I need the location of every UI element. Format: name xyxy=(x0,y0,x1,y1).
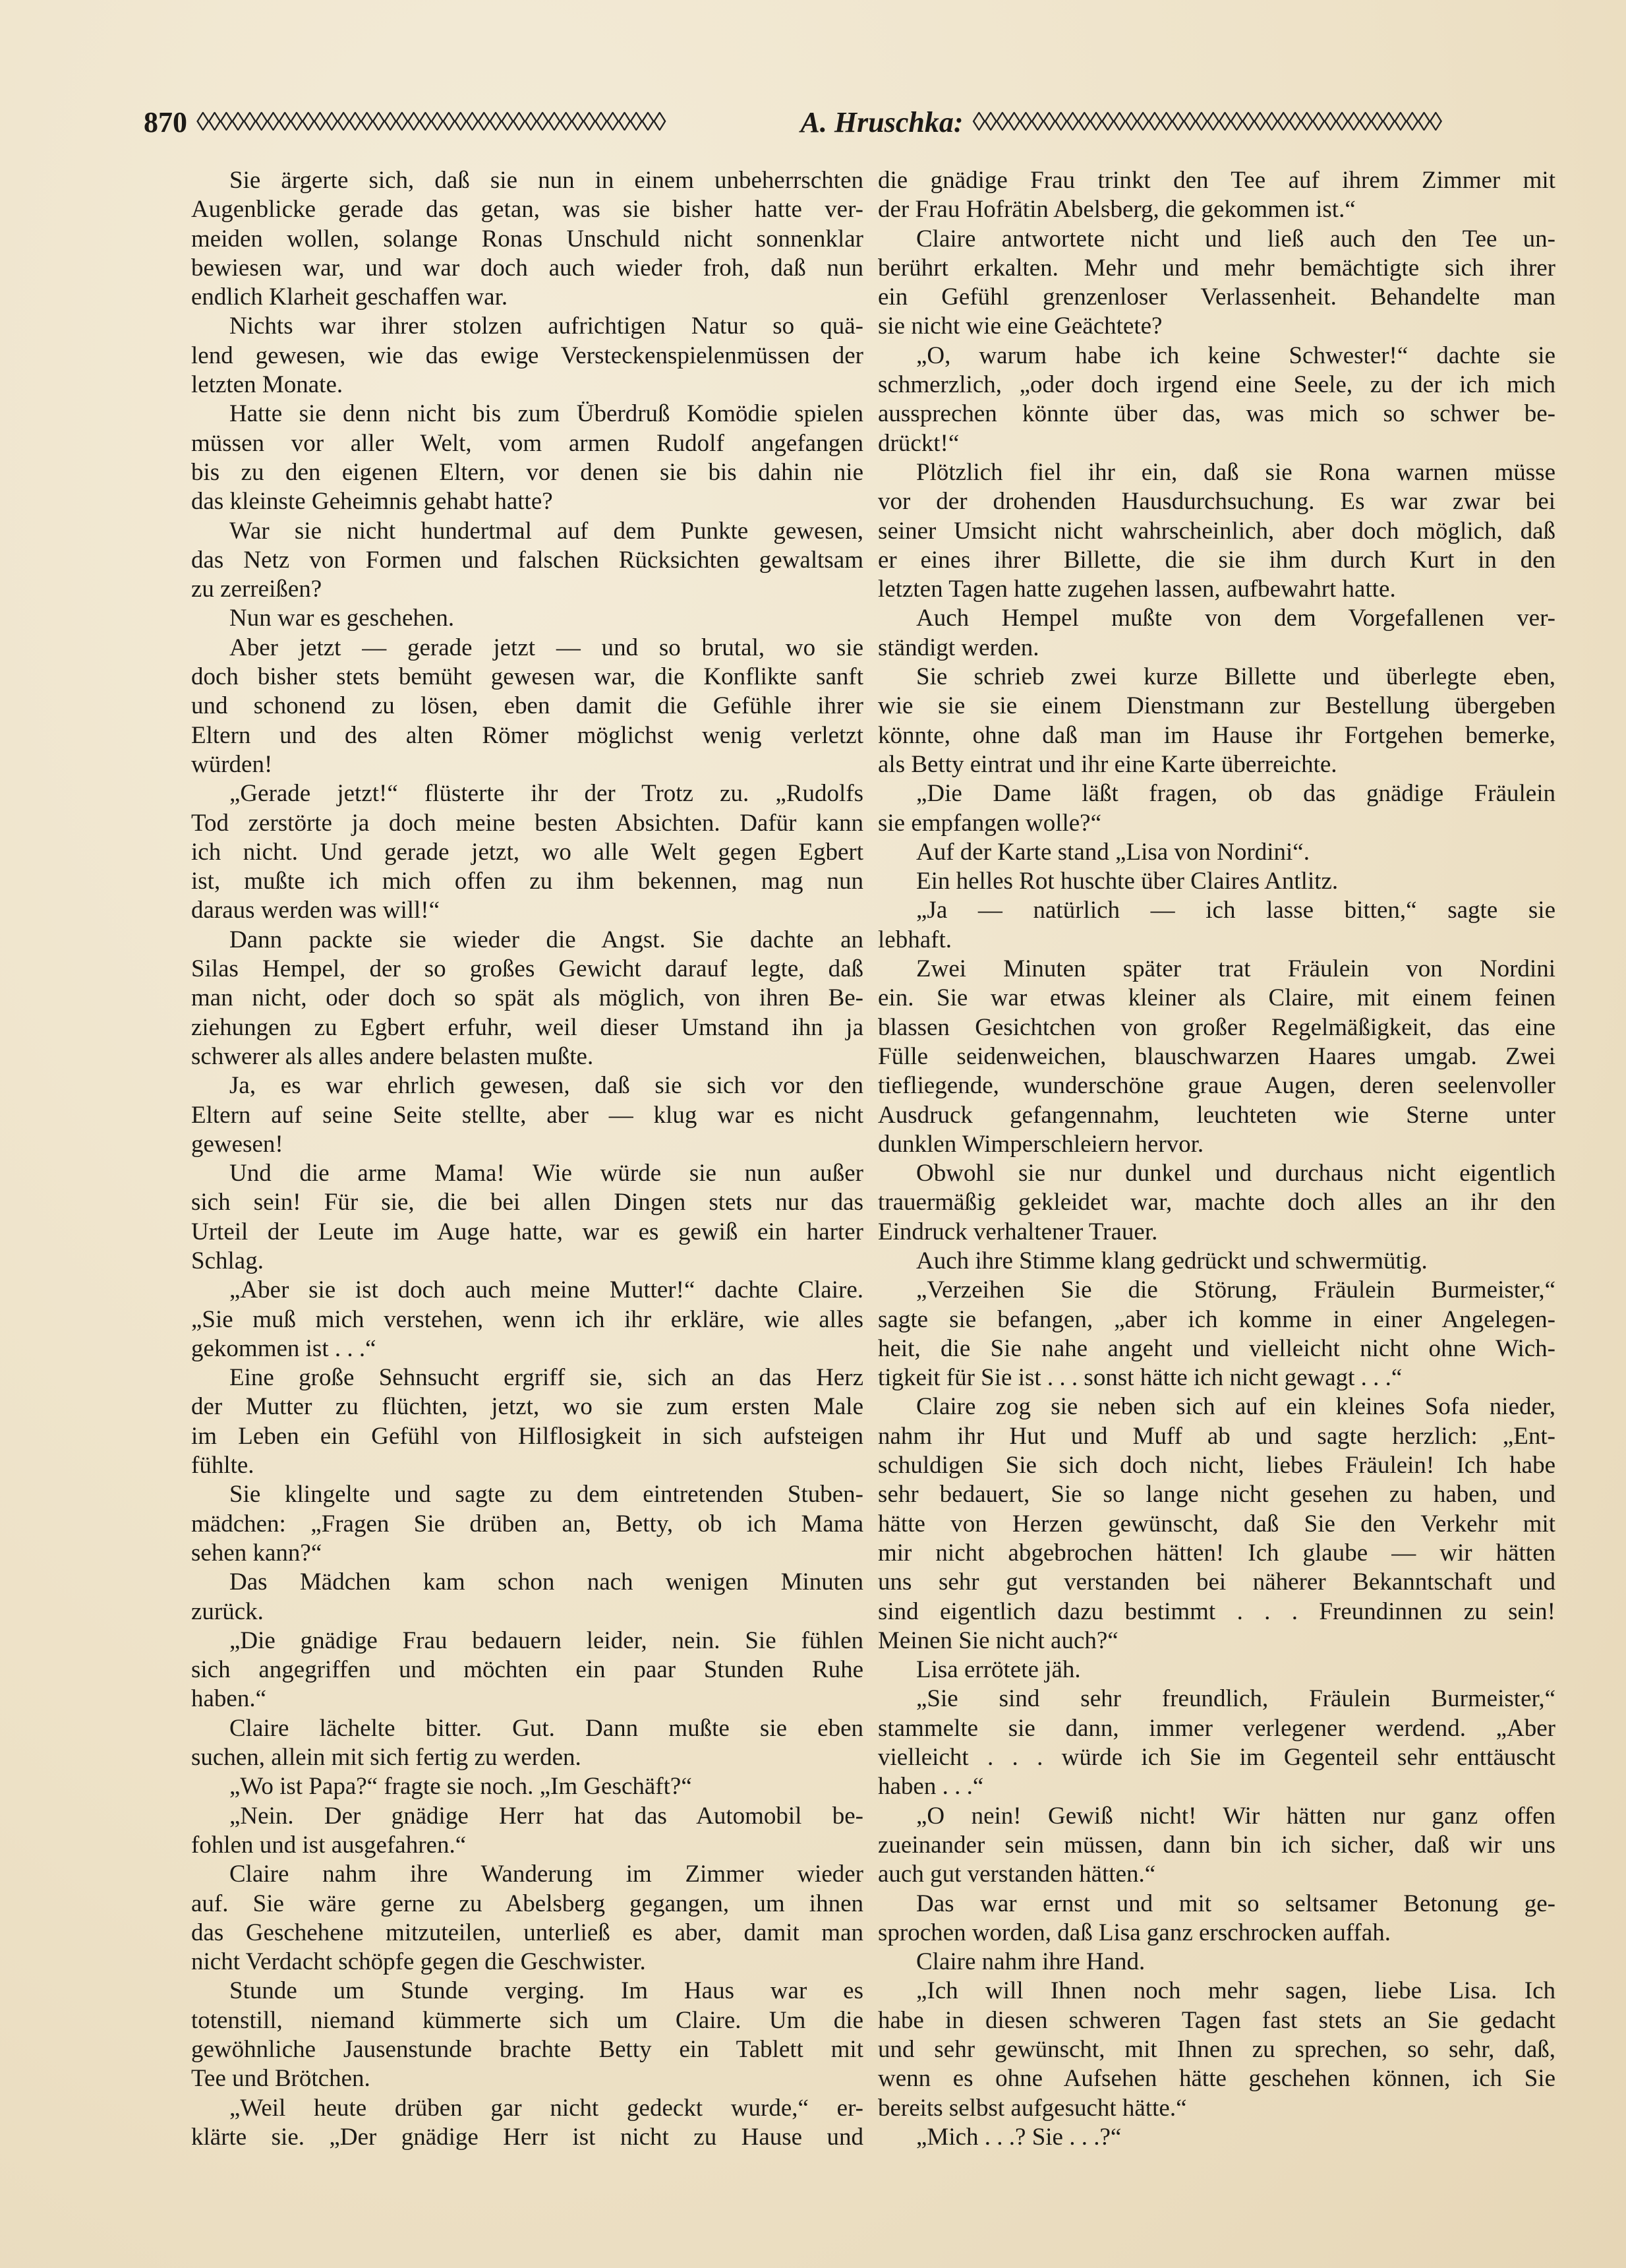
paragraph xyxy=(191,1860,863,1977)
ornament-rule-right: ◊◊◊◊◊◊◊◊◊◊◊◊◊◊◊◊◊◊◊◊◊◊◊◊◊◊◊◊◊◊◊◊◊◊◊◊◊◊◊◊ xyxy=(972,107,1441,136)
paragraph xyxy=(878,955,1555,1159)
text-line: „Die gnädige Frau bedauern leider, nein. Sie fühlen xyxy=(229,1626,863,1654)
text-line: dunklen Wimperschleiern hervor. xyxy=(878,1130,1204,1158)
text-line: Schlag. xyxy=(191,1247,264,1274)
text-line: „Sie sind sehr freundlich, Fräulein Burmeister,“ xyxy=(916,1685,1555,1713)
text-line: im Leben ein Gefühl von Hilflosigkeit in sich aufsteigen xyxy=(191,1422,863,1450)
text-line: Tee und Brötchen. xyxy=(191,2065,370,2093)
text-line: suchen, allein mit sich fertig zu werden. xyxy=(191,1744,581,1772)
paragraph xyxy=(878,458,1555,604)
text-line: letzten Monate. xyxy=(191,371,343,399)
paragraph xyxy=(191,634,863,779)
paragraph xyxy=(191,1480,863,1568)
text-line: „Mich . . .? Sie . . .?“ xyxy=(916,2123,1122,2151)
paragraph xyxy=(191,1714,863,1773)
text-line: uns sehr gut verstanden bei näherer Bekanntschaft und xyxy=(878,1568,1555,1596)
text-line: ein. Sie war etwas kleiner als Claire, mit einem feinen xyxy=(878,984,1555,1012)
paragraph xyxy=(878,1656,1555,1685)
paragraph xyxy=(191,604,863,633)
text-line: Claire zog sie neben sich auf ein kleines Sofa nieder, xyxy=(916,1393,1555,1421)
running-header xyxy=(144,99,1567,145)
text-line: stammelte sie dann, immer verlegener werdend. „Aber xyxy=(878,1714,1555,1742)
text-line: bereits selbst aufgesucht hätte.“ xyxy=(878,2094,1187,2122)
text-line: Das Mädchen kam schon nach wenigen Minuten xyxy=(229,1568,863,1596)
text-line: totenstill, niemand kümmerte sich um Claire. Um die xyxy=(191,2006,863,2034)
text-line: haben . . .“ xyxy=(878,1773,984,1801)
text-line: wenn es ohne Aufsehen hätte geschehen können, ich Sie xyxy=(878,2065,1555,2093)
text-line: Fülle seidenweichen, blauschwarzen Haares umgab. Zwei xyxy=(878,1042,1555,1070)
text-line: Auch ihre Stimme klang gedrückt und schwermütig. xyxy=(916,1247,1428,1274)
text-line: lebhaft. xyxy=(878,926,952,953)
text-line: sprochen worden, daß Lisa ganz erschrocken auffah. xyxy=(878,1919,1391,1946)
text-line: seiner Umsicht nicht wahrscheinlich, aber doch möglich, daß xyxy=(878,517,1555,545)
paragraph xyxy=(878,1685,1555,1801)
paragraph xyxy=(191,1276,863,1363)
paragraph xyxy=(878,342,1555,458)
text-line: gewesen! xyxy=(191,1130,283,1158)
text-line: Das war ernst und mit so seltsamer Betonung ge- xyxy=(916,1890,1555,1917)
paragraph xyxy=(191,2094,863,2153)
text-line: klärte sie. „Der gnädige Herr ist nicht zu Hause und xyxy=(191,2123,863,2151)
text-line: Dann packte sie wieder die Angst. Sie dachte an xyxy=(229,926,863,953)
text-line: Claire nahm ihre Hand. xyxy=(916,1948,1146,1976)
text-line: Ausdruck gefangennahm, leuchteten wie Sterne unter xyxy=(878,1101,1555,1129)
text-line: Claire antwortete nicht und ließ auch den Tee un- xyxy=(916,225,1555,253)
text-line: nahm ihr Hut und Muff ab und sagte herzlich: „Ent- xyxy=(878,1422,1555,1450)
paragraph xyxy=(878,225,1555,342)
text-line: sehen kann?“ xyxy=(191,1539,322,1567)
text-column-right xyxy=(878,166,1555,2152)
text-line: War sie nicht hundertmal auf dem Punkte gewesen, xyxy=(229,517,863,545)
text-line: „Wo ist Papa?“ fragte sie noch. „Im Geschäft?“ xyxy=(229,1773,692,1801)
text-line: schuldigen Sie sich doch nicht, liebes Fräulein! Ich habe xyxy=(878,1452,1555,1479)
text-column-left xyxy=(191,166,863,2152)
text-line: Sie klingelte und sagte zu dem eintretenden Stuben- xyxy=(229,1481,863,1508)
text-line: die gnädige Frau trinkt den Tee auf ihrem Zimmer mit xyxy=(878,167,1555,194)
paragraph xyxy=(878,1948,1555,1977)
text-line: Aber jetzt — gerade jetzt — und so brutal, wo sie xyxy=(229,634,863,661)
page-number: 870 xyxy=(144,105,187,138)
text-line: das Geschehene mitzuteilen, unterließ es aber, damit man xyxy=(191,1919,863,1946)
text-line: Zwei Minuten später trat Fräulein von Nordini xyxy=(916,955,1555,983)
text-line: und schonend zu lösen, eben damit die Gefühle ihrer xyxy=(191,692,863,720)
text-line: ständigt werden. xyxy=(878,634,1039,661)
text-line: Eltern auf seine Seite stellte, aber — klug war es nicht xyxy=(191,1101,863,1129)
paragraph xyxy=(191,1071,863,1159)
text-line: wie sie sie einem Dienstmann zur Bestellung übergeben xyxy=(878,692,1555,720)
text-line: „O, warum habe ich keine Schwester!“ dachte sie xyxy=(916,342,1555,369)
text-line: vor der drohenden Hausdurchsuchung. Es war zwar bei xyxy=(878,488,1555,516)
text-line: Eltern und des alten Römer möglichst wenig verletzt xyxy=(191,721,863,749)
text-line: Obwohl sie nur dunkel und durchaus nicht eigentlich xyxy=(916,1160,1555,1187)
text-line: Eine große Sehnsucht ergriff sie, sich an das Herz xyxy=(229,1364,863,1392)
text-line: Auf der Karte stand „Lisa von Nordini“. xyxy=(916,838,1310,866)
text-line: Nichts war ihrer stolzen aufrichtigen Natur so quä- xyxy=(229,313,863,340)
text-line: „Nein. Der gnädige Herr hat das Automobil be- xyxy=(229,1802,863,1830)
text-line: drückt!“ xyxy=(878,429,960,457)
text-line: gekommen ist . . .“ xyxy=(191,1334,376,1362)
text-line: müssen vor aller Welt, vom armen Rudolf angefangen xyxy=(191,429,863,457)
paragraph xyxy=(878,2123,1555,2152)
text-line: trauermäßig gekleidet war, machte doch alles an ihr den xyxy=(878,1189,1555,1216)
text-line: fohlen und ist ausgefahren.“ xyxy=(191,1831,467,1859)
text-line: „Die Dame läßt fragen, ob das gnädige Fräulein xyxy=(916,780,1555,808)
paragraph xyxy=(191,1159,863,1276)
text-line: tigkeit für Sie ist . . . sonst hätte ich nicht gewagt . . .“ xyxy=(878,1364,1403,1392)
text-line: Claire lächelte bitter. Gut. Dann mußte sie eben xyxy=(229,1714,863,1742)
text-line: Hatte sie denn nicht bis zum Überdruß Komödie spielen xyxy=(229,400,863,428)
paragraph xyxy=(191,779,863,925)
text-line: würden! xyxy=(191,750,273,778)
paragraph xyxy=(191,1626,863,1714)
text-line: Eindruck verhaltener Trauer. xyxy=(878,1218,1158,1245)
paragraph xyxy=(878,1247,1555,1276)
paragraph xyxy=(878,867,1555,896)
text-line: mädchen: „Fragen Sie drüben an, Betty, ob ich Mama xyxy=(191,1510,863,1537)
text-line: Tod zerstörte ja doch meine besten Absichten. Dafür kann xyxy=(191,809,863,837)
paragraph xyxy=(191,926,863,1071)
running-title: A. Hruschka: xyxy=(800,105,964,138)
text-line: zurück. xyxy=(191,1597,264,1625)
ornament-rule-left: ◊◊◊◊◊◊◊◊◊◊◊◊◊◊◊◊◊◊◊◊◊◊◊◊◊◊◊◊◊◊◊◊◊◊◊◊◊◊◊◊ xyxy=(196,107,665,136)
text-line: nicht Verdacht schöpfe gegen die Geschwister. xyxy=(191,1948,646,1976)
text-line: bis zu den eigenen Eltern, vor denen sie bis dahin nie xyxy=(191,458,863,486)
text-line: blassen Gesichtchen von großer Regelmäßigkeit, das eine xyxy=(878,1013,1555,1041)
text-line: habe in diesen schweren Tagen fast stets an Sie gedacht xyxy=(878,2006,1555,2034)
text-line: Plötzlich fiel ihr ein, daß sie Rona warnen müsse xyxy=(916,458,1555,486)
text-line: gewöhnliche Jausenstunde brachte Betty ein Tablett mit xyxy=(191,2036,863,2063)
text-line: sie nicht wie eine Geächtete? xyxy=(878,313,1163,340)
text-line: hätte von Herzen gewünscht, daß Sie den Verkehr mit xyxy=(878,1510,1555,1537)
text-line: Augenblicke gerade das getan, was sie bisher hatte ver- xyxy=(191,196,863,224)
paragraph xyxy=(878,1977,1555,2122)
text-line: der Frau Hofrätin Abelsberg, die gekommen ist.“ xyxy=(878,196,1356,224)
paragraph xyxy=(878,896,1555,955)
text-line: ein Gefühl grenzenloser Verlassenheit. Behandelte man xyxy=(878,284,1555,311)
paragraph xyxy=(191,1363,863,1480)
text-line: heit, die Sie nahe angeht und vielleicht nicht ohne Wich- xyxy=(878,1334,1555,1362)
text-line: „Ich will Ihnen noch mehr sagen, liebe Lisa. Ich xyxy=(916,1977,1555,2005)
text-line: Sie ärgerte sich, daß sie nun in einem unbeherrschten xyxy=(229,167,863,194)
paragraph xyxy=(878,1802,1555,1890)
text-line: der Mutter zu flüchten, jetzt, wo sie zum ersten Male xyxy=(191,1393,863,1421)
text-line: doch bisher stets bemüht gewesen war, die Konflikte sanft xyxy=(191,663,863,691)
text-line: aussprechen könnte über das, was mich so schwer be- xyxy=(878,400,1555,428)
text-line: „Ja — natürlich — ich lasse bitten,“ sagte sie xyxy=(916,897,1555,924)
text-line: Lisa errötete jäh. xyxy=(916,1656,1081,1684)
paragraph xyxy=(191,517,863,605)
text-line: Silas Hempel, der so großes Gewicht darauf legte, daß xyxy=(191,955,863,983)
text-line: Auch Hempel mußte von dem Vorgefallenen ver- xyxy=(916,605,1555,632)
text-line: mir nicht abgebrochen hätten! Ich glaube — wir hätten xyxy=(878,1539,1555,1567)
text-line: „Sie muß mich verstehen, wenn ich ihr erkläre, wie alles xyxy=(191,1305,863,1333)
text-line: Ja, es war ehrlich gewesen, daß sie sich vor den xyxy=(229,1072,863,1100)
paragraph xyxy=(191,1772,863,1801)
text-line: zueinander sein müssen, dann bin ich sicher, daß wir uns xyxy=(878,1831,1555,1859)
paragraph xyxy=(878,838,1555,867)
paragraph xyxy=(191,1568,863,1626)
paragraph xyxy=(878,1159,1555,1247)
text-line: ziehungen zu Egbert erfuhr, weil dieser Umstand ihn ja xyxy=(191,1013,863,1041)
text-line: schwerer als alles andere belasten mußte. xyxy=(191,1042,594,1070)
text-line: sagte sie befangen, „aber ich komme in einer Angelegen- xyxy=(878,1305,1555,1333)
text-line: vielleicht . . . würde ich Sie im Gegenteil sehr enttäuscht xyxy=(878,1744,1555,1772)
text-line: sie empfangen wolle?“ xyxy=(878,809,1102,837)
text-line: letzten Tagen hatte zugehen lassen, aufbewahrt hatte. xyxy=(878,576,1396,603)
paragraph xyxy=(878,1392,1555,1656)
text-line: „Gerade jetzt!“ flüsterte ihr der Trotz zu. „Rudolfs xyxy=(229,780,863,808)
text-line: sich angegriffen und möchten ein paar Stunden Ruhe xyxy=(191,1656,863,1684)
text-line: er eines ihrer Billette, die sie ihm durch Kurt in den xyxy=(878,546,1555,574)
text-line: Ein helles Rot huschte über Claires Antlitz. xyxy=(916,868,1339,895)
text-line: sich sein! Für sie, die bei allen Dingen stets nur das xyxy=(191,1189,863,1216)
text-line: man nicht, oder doch so spät als möglich, von ihren Be- xyxy=(191,984,863,1012)
text-line: als Betty eintrat und ihr eine Karte überreichte. xyxy=(878,750,1337,778)
text-line: „O nein! Gewiß nicht! Wir hätten nur ganz offen xyxy=(916,1802,1555,1830)
text-line: auf. Sie wäre gerne zu Abelsberg gegangen, um ihnen xyxy=(191,1890,863,1917)
text-line: Urteil der Leute im Auge hatte, war es gewiß ein harter xyxy=(191,1218,863,1245)
paragraph xyxy=(191,400,863,516)
paragraph xyxy=(191,166,863,312)
text-line: haben.“ xyxy=(191,1685,267,1713)
text-line: Stunde um Stunde verging. Im Haus war es xyxy=(229,1977,863,2005)
text-line: Sie schrieb zwei kurze Billette und überlegte eben, xyxy=(916,663,1555,691)
text-line: „Verzeihen Sie die Störung, Fräulein Burmeister,“ xyxy=(916,1276,1555,1304)
text-line: sehr bedauert, Sie so lange nicht gesehen zu haben, und xyxy=(878,1481,1555,1508)
text-line: zu zerreißen? xyxy=(191,576,322,603)
text-line: lend gewesen, wie das ewige Versteckenspielenmüssen der xyxy=(191,342,863,369)
paragraph xyxy=(878,604,1555,663)
text-line: und sehr gewünscht, mit Ihnen zu sprechen, so sehr, daß, xyxy=(878,2036,1555,2063)
text-line: sind eigentlich dazu bestimmt . . . Freundinnen zu sein! xyxy=(878,1597,1555,1625)
text-line: Nun war es geschehen. xyxy=(229,605,455,632)
text-line: Claire nahm ihre Wanderung im Zimmer wieder xyxy=(229,1861,863,1888)
text-line: ist, mußte ich mich offen zu ihm bekennen, mag nun xyxy=(191,868,863,895)
text-line: Meinen Sie nicht auch?“ xyxy=(878,1626,1118,1654)
paragraph xyxy=(878,1890,1555,1948)
text-line: ich nicht. Und gerade jetzt, wo alle Welt gegen Egbert xyxy=(191,838,863,866)
paragraph xyxy=(191,1802,863,1861)
text-line: könnte, ohne daß man im Hause ihr Fortgehen bemerke, xyxy=(878,721,1555,749)
text-line: meiden wollen, solange Ronas Unschuld nicht sonnenklar xyxy=(191,225,863,253)
text-line: tiefliegende, wunderschöne graue Augen, deren seelenvoller xyxy=(878,1072,1555,1100)
text-line: Und die arme Mama! Wie würde sie nun außer xyxy=(229,1160,863,1187)
text-line: schmerzlich, „oder doch irgend eine Seele, zu der ich mich xyxy=(878,371,1555,399)
paragraph xyxy=(878,779,1555,838)
text-line: auch gut verstanden hätten.“ xyxy=(878,1861,1156,1888)
paragraph xyxy=(878,166,1555,225)
paragraph xyxy=(878,663,1555,779)
text-line: fühlte. xyxy=(191,1452,254,1479)
text-line: bewiesen war, und war doch auch wieder froh, daß nun xyxy=(191,254,863,282)
paragraph xyxy=(191,1977,863,2093)
paragraph xyxy=(878,1276,1555,1392)
text-line: daraus werden was will!“ xyxy=(191,897,440,924)
paragraph xyxy=(191,312,863,400)
text-line: „Aber sie ist doch auch meine Mutter!“ dachte Claire. xyxy=(229,1276,863,1304)
text-line: endlich Klarheit geschaffen war. xyxy=(191,284,508,311)
text-line: das Netz von Formen und falschen Rücksichten gewaltsam xyxy=(191,546,863,574)
text-line: „Weil heute drüben gar nicht gedeckt wurde,“ er- xyxy=(229,2094,863,2122)
text-line: das kleinste Geheimnis gehabt hatte? xyxy=(191,488,553,516)
text-line: berührt erkalten. Mehr und mehr bemächtigte sich ihrer xyxy=(878,254,1555,282)
